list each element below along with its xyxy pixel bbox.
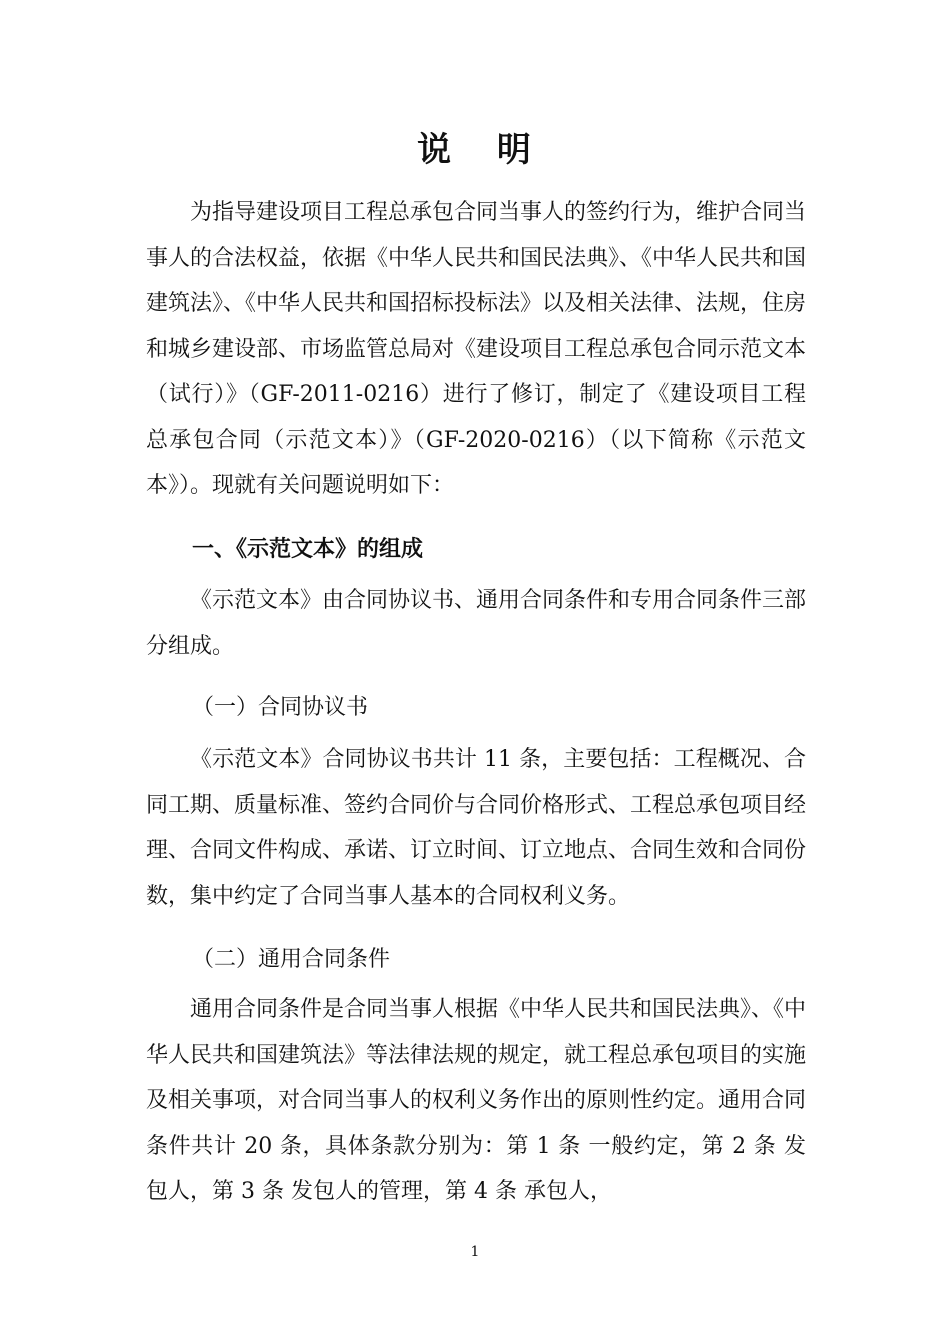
general-conditions-paragraph: 通用合同条件是合同当事人根据《中华人民共和国民法典》、《中华人民共和国建筑法》等法律法规的规定，就工程总承包项目的实施及相关事项，对合同当事人的权利义务作出的原则性约定。通用合同条件共计 20 条，具体条款分别为：第 1 条 一般约定，第 2 条 发包人，第 3 条 发包人的管理，第 4 条 承包人，: [146, 997, 807, 1204]
subheading-general-conditions: （二）通用合同条件: [192, 947, 391, 972]
page-title: 说 明: [417, 130, 533, 170]
intro-paragraph: 为指导建设项目工程总承包合同当事人的签约行为，维护合同当事人的合法权益，依据《中华人民共和国民法典》、《中华人民共和国建筑法》、《中华人民共和国招标投标法》以及相关法律、法规，住房和城乡建设部、市场监管总局对《建设项目工程总承包合同示范文本（试行）》（GF-2011-0216）进行了修订，制定了《建设项目工程总承包合同（示范文本）》（GF-2020-0216）（以下简称《示范文本》）。现就有关问题说明如下：: [146, 200, 807, 498]
composition-paragraph: 《示范文本》由合同协议书、通用合同条件和专用合同条件三部分组成。: [146, 588, 807, 659]
page-number: 1: [470, 1244, 480, 1260]
agreement-paragraph: 《示范文本》合同协议书共计 11 条，主要包括：工程概况、合同工期、质量标准、签约合同价与合同价格形式、工程总承包项目经理、合同文件构成、承诺、订立时间、订立地点、合同生效和合同份数，集中约定了合同当事人基本的合同权利义务。: [146, 747, 807, 909]
section-heading-composition: 一、《示范文本》的组成: [192, 537, 424, 562]
subheading-agreement: （一）合同协议书: [192, 695, 369, 720]
